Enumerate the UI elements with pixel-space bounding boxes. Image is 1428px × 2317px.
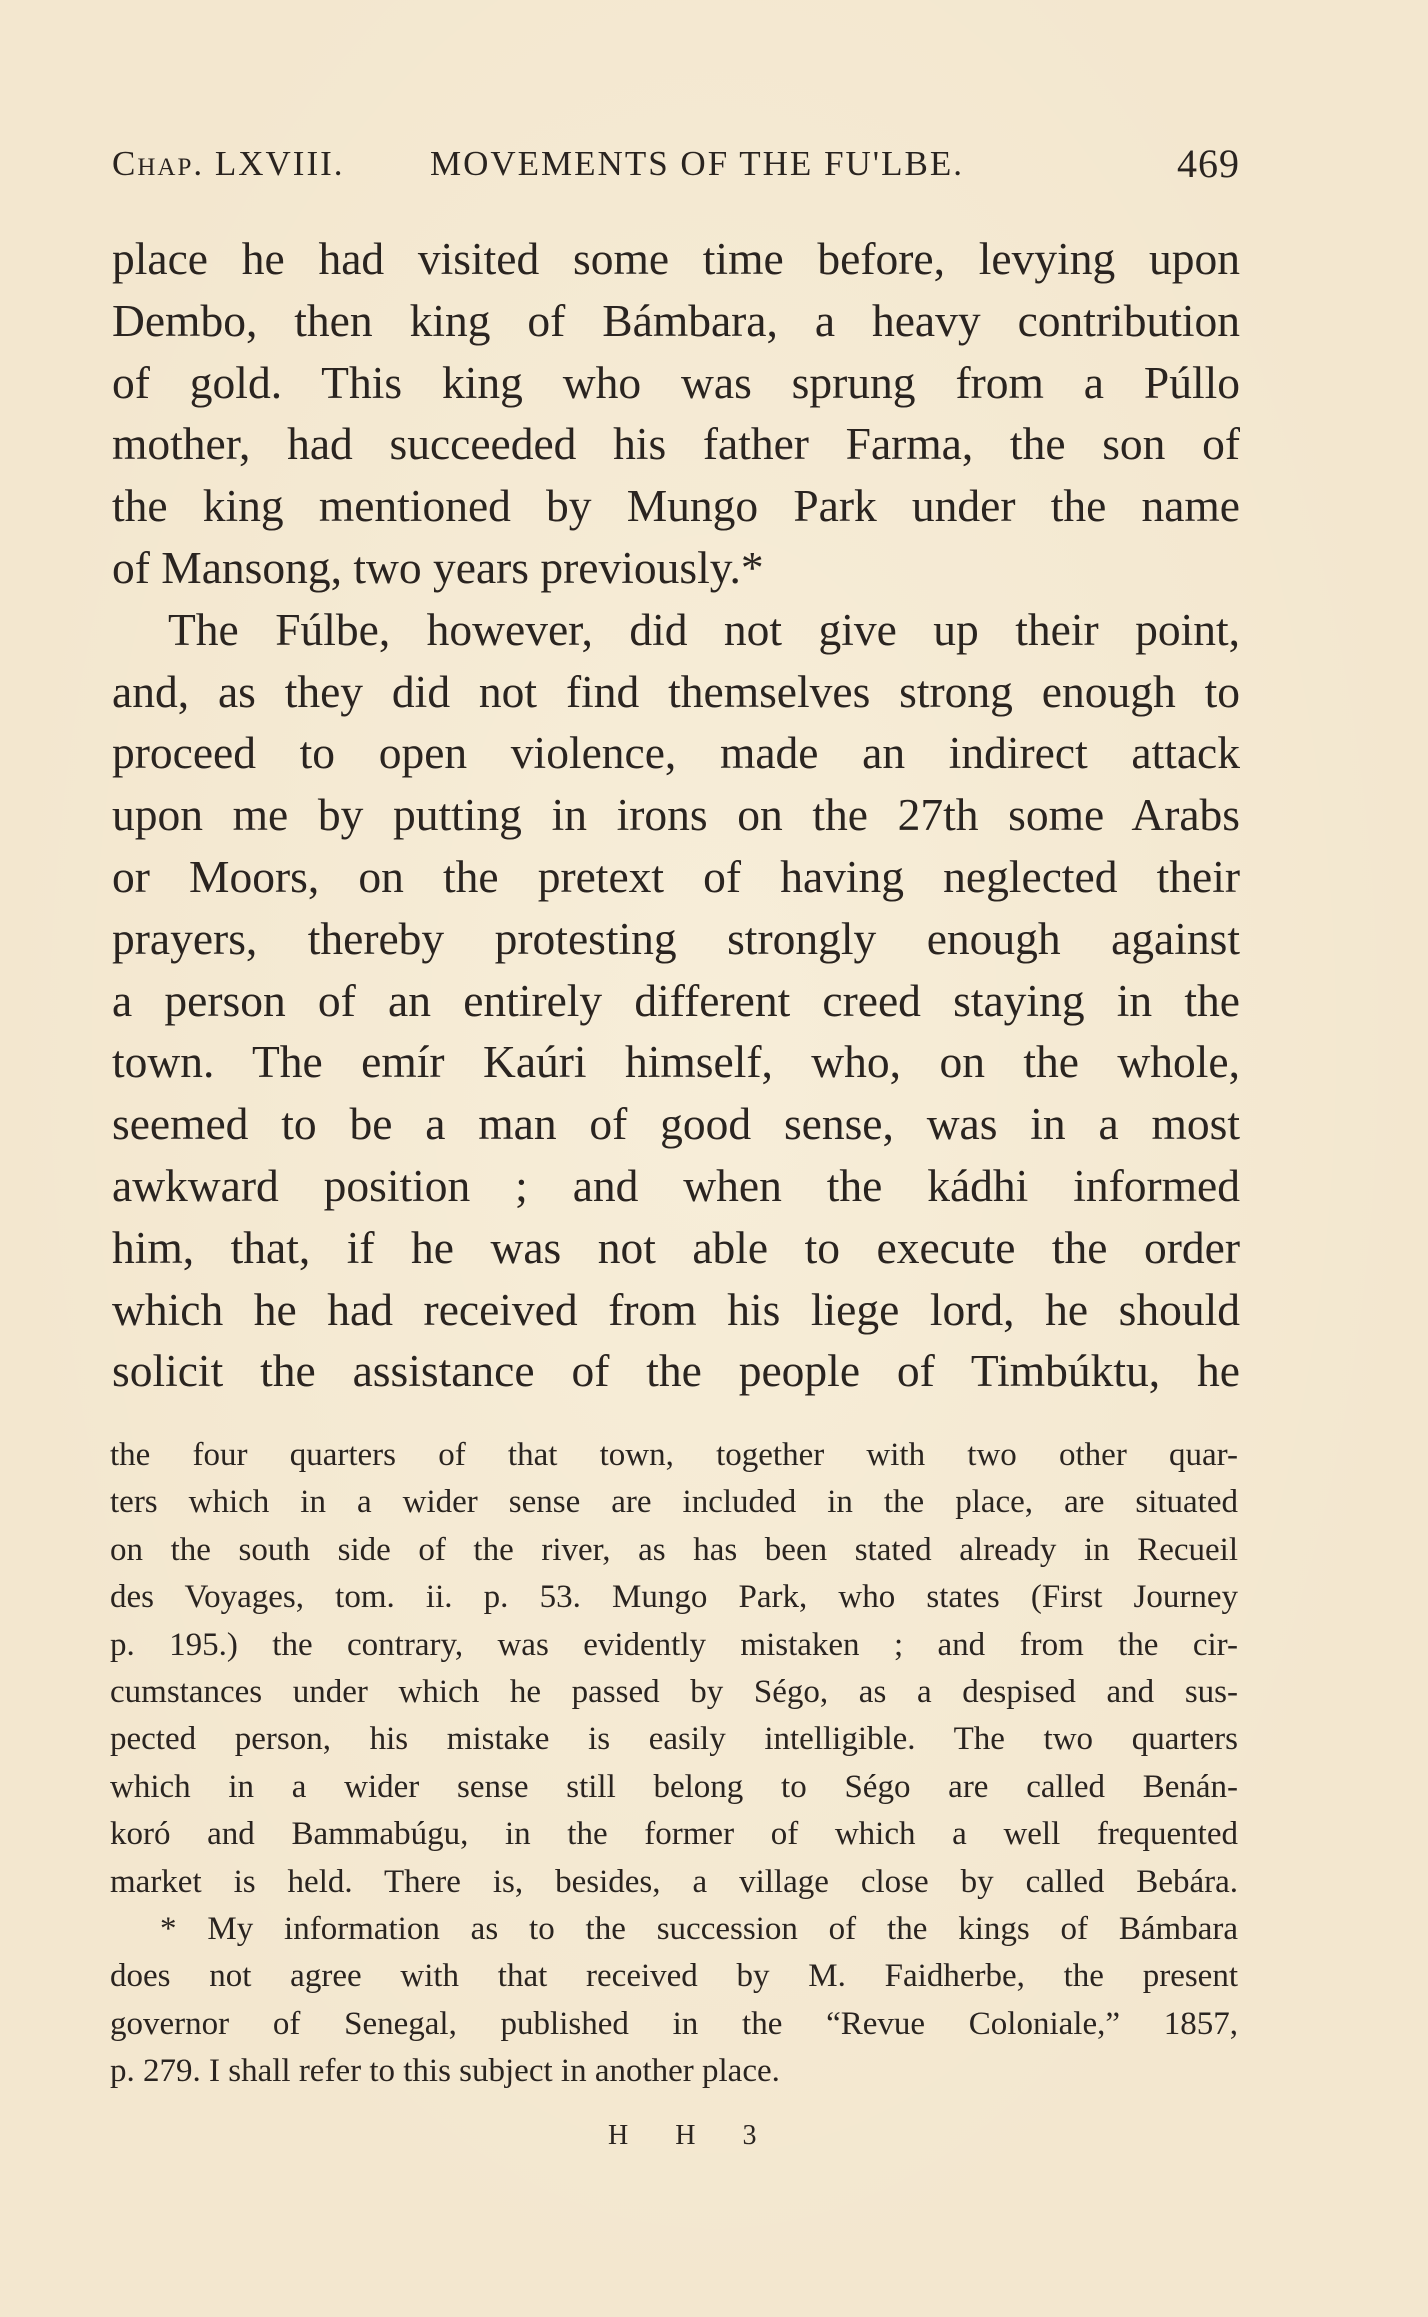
- footnote-line: p. 195.) the contrary, was evidently mistaken ; and from the cir-: [110, 1626, 1238, 1663]
- text-line: solicit the assistance of the people of Timbúktu, he: [112, 1345, 1240, 1397]
- footnotes-block: [110, 1432, 1238, 2095]
- footnote-line: governor of Senegal, published in the “Revue Coloniale,” 1857,: [110, 2005, 1238, 2042]
- footnote-line: des Voyages, tom. ii. p. 53. Mungo Park, who states (First Journey: [110, 1579, 1238, 1616]
- chapter-label: Chap. LXVIII.: [112, 144, 345, 183]
- text-line: or Moors, on the pretext of having neglected their: [112, 850, 1240, 902]
- text-line: upon me by putting in irons on the 27th some Arabs: [112, 789, 1240, 841]
- text-line: the king mentioned by Mungo Park under the name: [112, 480, 1240, 532]
- text-line: which he had received from his liege lord, he should: [112, 1283, 1240, 1335]
- footnote-line: ters which in a wider sense are included in the place, are situated: [110, 1484, 1238, 1521]
- running-header: [112, 140, 1240, 192]
- text-line: The Fúlbe, however, did not give up their point,: [168, 603, 1240, 655]
- text-line: mother, had succeeded his father Farma, the son of: [112, 418, 1240, 470]
- text-line: of gold. This king who was sprung from a Púllo: [112, 356, 1240, 408]
- signature-mark: H H 3: [608, 2120, 777, 2151]
- footnote-line: * My information as to the succession of the kings of Bámbara: [160, 1910, 1238, 1947]
- text-line: him, that, if he was not able to execute the order: [112, 1221, 1240, 1273]
- text-line: Dembo, then king of Bámbara, a heavy contribution: [112, 294, 1240, 346]
- footnote-line: on the south side of the river, as has been stated already in Recueil: [110, 1531, 1238, 1568]
- text-line: awkward position ; and when the kádhi informed: [112, 1159, 1240, 1211]
- footnote-line: which in a wider sense still belong to Ségo are called Benán-: [110, 1768, 1238, 1805]
- running-title: MOVEMENTS OF THE FU'LBE.: [430, 144, 964, 183]
- footnote-line: pected person, his mistake is easily intelligible. The two quarters: [110, 1721, 1238, 1758]
- text-line: a person of an entirely different creed staying in the: [112, 974, 1240, 1026]
- main-text-block: [112, 228, 1240, 1402]
- footnote-line: does not agree with that received by M. Faidherbe, the present: [110, 1958, 1238, 1995]
- text-line: seemed to be a man of good sense, was in a most: [112, 1098, 1240, 1150]
- footnote-line: p. 279. I shall refer to this subject in another place.: [110, 2053, 780, 2090]
- footnote-line: market is held. There is, besides, a village close by called Bebára.: [110, 1863, 1238, 1900]
- footnote-line: koró and Bammabúgu, in the former of which a well frequented: [110, 1816, 1238, 1853]
- text-line: town. The emír Kaúri himself, who, on the whole,: [112, 1036, 1240, 1088]
- text-line: place he had visited some time before, levying upon: [112, 233, 1240, 284]
- page-number: 469: [1177, 141, 1240, 186]
- text-line: of Mansong, two years previously.*: [112, 541, 764, 593]
- text-line: proceed to open violence, made an indirect attack: [112, 727, 1240, 779]
- footnote-line: the four quarters of that town, together with two other quar-: [110, 1437, 1238, 1473]
- text-line: and, as they did not find themselves strong enough to: [112, 665, 1240, 717]
- footnote-line: cumstances under which he passed by Ségo, as a despised and sus-: [110, 1673, 1238, 1710]
- text-line: prayers, thereby protesting strongly enough against: [112, 912, 1240, 964]
